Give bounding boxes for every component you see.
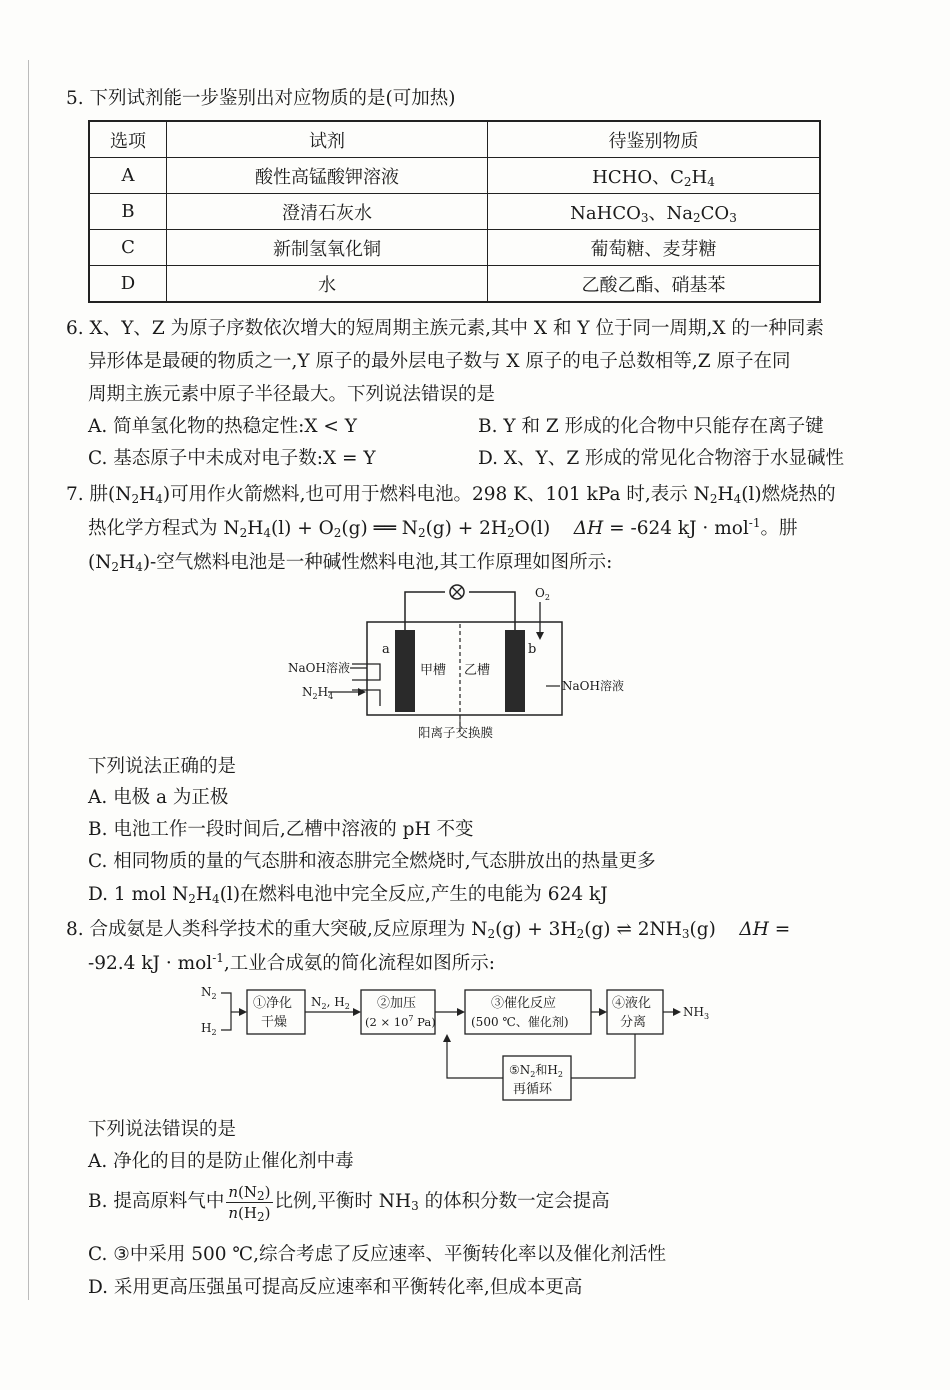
q6-line2: 异形体是最硬的物质之一,Y 原子的最外层电子数与 X 原子的电子总数相等,Z 原子在同	[88, 351, 791, 372]
table-row	[89, 158, 820, 194]
membrane-label: 阳离子交换膜	[418, 725, 494, 740]
q8-option-c: C. ③中采用 500 ℃,综合考虑了反应速率、平衡转化率以及催化剂活性	[88, 1244, 666, 1265]
n2-input-label: $N_2$	[201, 985, 217, 1001]
q8-line2: -92.4 kJ · mol$^{-1}$,工业合成氨的简化流程如图所示:	[88, 951, 496, 974]
fuel-cell-diagram	[270, 580, 670, 750]
box4-line2: 分离	[620, 1015, 647, 1030]
box1-line2: 干燥	[261, 1015, 288, 1030]
electrode-b	[505, 630, 525, 712]
margin-line	[28, 60, 29, 1300]
o2-label: $O_2$	[535, 586, 550, 602]
q8-line1-text: 8. 合成氨是人类科学技术的重大突破,反应原理为	[66, 919, 466, 940]
box3-line1: ③催化反应	[491, 996, 557, 1011]
q6-option-c: C. 基态原子中未成对电子数:X = Y	[88, 448, 376, 469]
row-reagent: 澄清石灰水	[167, 194, 488, 230]
header-option: 选项	[89, 121, 167, 158]
header-reagent: 试剂	[167, 121, 488, 158]
q8-option-a: A. 净化的目的是防止催化剂中毒	[88, 1151, 354, 1172]
box5-line2: 再循环	[513, 1082, 553, 1097]
q8-option-b: B. 提高原料气中 $\frac{n(N_2)}{n(H_2)}$ 比例,平衡时 $NH_3$ 的体积分数一定会提高	[88, 1182, 610, 1224]
box3-line2: (500 ℃、催化剂)	[471, 1015, 569, 1029]
q7-line1: 7. 肼$(N_2H_4)$可用作火箭燃料,也可用于燃料电池。298 K、101 kPa 时,表示 $N_2H_4(l)$燃烧热的	[66, 484, 836, 506]
row-substance: HCHO、$C_2H_4$	[488, 158, 821, 194]
electrode-a	[395, 630, 415, 712]
q8-line1: 8. 合成氨是人类科学技术的重大突破,反应原理为 $N_2(g) + 3H_2(g)$ ⇌ $2NH_3(g)$ ΔH =	[66, 919, 791, 941]
row-reagent: 新制氢氧化铜	[167, 230, 488, 266]
q6-line3: 周期主族元素中原子半径最大。下列说法错误的是	[88, 384, 496, 405]
table-header-row	[89, 121, 820, 158]
q5-stem: 5. 下列试剂能一步鉴别出对应物质的是(可加热)	[66, 88, 456, 109]
table-row	[89, 194, 820, 230]
q7-prompt: 下列说法正确的是	[88, 756, 237, 777]
q6-option-b: B. Y 和 Z 形成的化合物中只能存在离子键	[478, 416, 824, 437]
electrode-a-label: a	[382, 642, 390, 657]
box4-line1: ④液化	[612, 996, 652, 1011]
q6-option-a: A. 简单氢化物的热稳定性:X < Y	[88, 416, 358, 437]
q8-option-b-pre: B. 提高原料气中	[88, 1191, 225, 1212]
q8-option-b-post: 的体积分数一定会提高	[424, 1191, 610, 1212]
q7-line3: $(N_2H_4)-$空气燃料电池是一种碱性燃料电池,其工作原理如图所示:	[88, 552, 613, 574]
tank-b-label: 乙槽	[464, 663, 491, 678]
q7-option-c: C. 相同物质的量的气态肼和液态肼完全燃烧时,气态肼放出的热量更多	[88, 851, 656, 872]
h2-input-label: $H_2$	[201, 1021, 217, 1037]
box2-line2: ($2 \times 10^7$ Pa)	[365, 1014, 436, 1029]
row-option: D	[89, 266, 167, 303]
q7-option-a: A. 电极 a 为正极	[88, 787, 229, 808]
row-reagent: 酸性高锰酸钾溶液	[167, 158, 488, 194]
table-row	[89, 230, 820, 266]
q7-option-d: D. 1 mol $N_2H_4(l)$在燃料电池中完全反应,产生的电能为 624 kJ	[88, 884, 608, 906]
q8-option-b-mid: 比例,平衡时 NH	[274, 1191, 412, 1212]
tank-a-label: 甲槽	[420, 663, 447, 678]
ammonia-flow-diagram	[195, 980, 725, 1110]
row-option: C	[89, 230, 167, 266]
q7-option-b: B. 电池工作一段时间后,乙槽中溶液的 pH 不变	[88, 819, 474, 840]
ratio-fraction: $\frac{n(N_2)}{n(H_2)}$	[228, 1182, 271, 1224]
q8-option-d: D. 采用更高压强虽可提高反应速率和平衡转化率,但成本更高	[88, 1277, 583, 1298]
row-option: B	[89, 194, 167, 230]
row-substance: 乙酸乙酯、硝基苯	[488, 266, 821, 303]
q7-line3-text: -空气燃料电池是一种碱性燃料电池,其工作原理如图所示:	[150, 552, 613, 573]
box2-line1: ②加压	[377, 996, 417, 1011]
table-row	[89, 266, 820, 303]
n2-h2-arrow-label: $N_2$, $H_2$	[311, 995, 350, 1011]
row-reagent: 水	[167, 266, 488, 303]
q8-line2-tail: ,工业合成氨的简化流程如图所示:	[223, 953, 496, 974]
naoh-right-label: NaOH溶液	[562, 679, 624, 693]
naoh-left-label: NaOH溶液	[288, 661, 350, 675]
q7-line2: 热化学方程式为 $N_2H_4(l) + O_2(g)$ ══ $N_2(g) + 2H_2O(l)$ ΔH = -624 kJ · mol$^{-1}$。肼	[88, 516, 798, 540]
q6-line1: 6. X、Y、Z 为原子序数依次增大的短周期主族元素,其中 X 和 Y 位于同一周期,X 的一种同素	[66, 318, 824, 339]
q7-option-d-text: (l)在燃料电池中完全反应,产生的电能为 624 kJ	[219, 884, 608, 905]
nh3-output-label: $NH_3$	[683, 1005, 710, 1021]
q6-option-d: D. X、Y、Z 形成的常见化合物溶于水显碱性	[478, 448, 845, 469]
electrode-b-label: b	[528, 642, 537, 657]
q8-prompt: 下列说法错误的是	[88, 1119, 237, 1140]
row-option: A	[89, 158, 167, 194]
q5-table	[88, 120, 821, 303]
row-substance: NaHCO$_3$、$Na_2CO_3$	[488, 194, 821, 230]
row-substance: 葡萄糖、麦芽糖	[488, 230, 821, 266]
n2h4-label: $N_2H_4$	[302, 685, 334, 701]
box1-line1: ①净化	[253, 996, 293, 1011]
header-substance: 待鉴别物质	[488, 121, 821, 158]
box5-line1: $⑤N_2$和$H_2$	[509, 1063, 563, 1079]
